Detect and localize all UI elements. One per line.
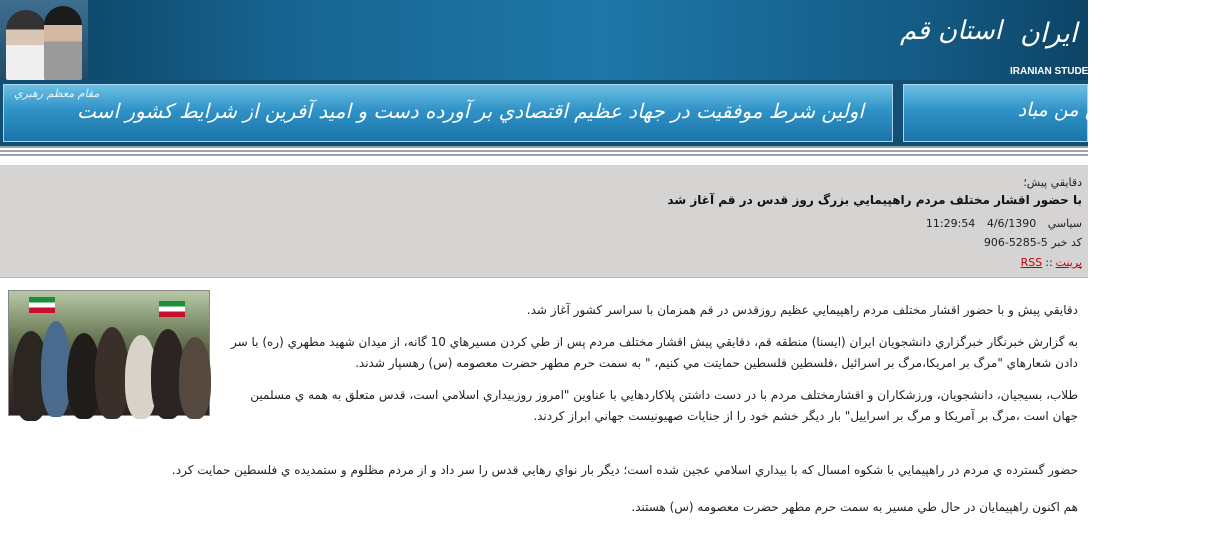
- news-date: 4/6/1390: [986, 217, 1037, 230]
- news-photo[interactable]: [8, 290, 210, 416]
- leaders-portraits: [0, 0, 88, 80]
- site-banner: [0, 0, 1204, 80]
- article-paragraph: هم اكنون راهپيمايان در حال طي مسير به سمت حرم مطهر حضرت معصومه (س) هستند.: [631, 500, 1078, 514]
- rss-link[interactable]: RSS: [1020, 256, 1043, 269]
- news-kicker: دقايقي پيش؛: [1023, 176, 1082, 189]
- article-paragraph: حضور گسترده ي مردم در راهپيمايي با شكوه امسال كه با بيداري اسلامي عجين شده است؛ ديگر بار نواي رهايي قدس را سر داد و از مردم مظلوم و ستمديده ي فلسطين حمايت كرد.: [171, 463, 1078, 477]
- news-meta-box: [0, 165, 1088, 278]
- crowd-figure: [95, 327, 129, 419]
- portrait-image: [6, 10, 46, 80]
- slogan-text: اولين شرط موفقيت در جهاد عظيم اقتصادي بر آورده دست و اميد آفرين از شرايط كشور است: [77, 99, 864, 123]
- portrait-image: [44, 6, 82, 80]
- news-dateline: [918, 217, 1082, 230]
- news-links: [1021, 256, 1082, 269]
- article-paragraph: دقايقي پيش و با حضور اقشار مختلف مردم راهپيمايي عظيم روزقدس در قم همزمان با سراسر كشور آغاز شد.: [526, 303, 1078, 317]
- news-headline: با حضور اقشار مختلف مردم راهپيمايي بزرگ روز قدس در قم آغاز شد: [667, 193, 1082, 207]
- news-code-label: كد خبر: [1051, 236, 1082, 249]
- slogan-banner: [3, 84, 893, 142]
- province-title: استان قم: [900, 16, 1002, 46]
- slogan-row: [0, 80, 1227, 146]
- motto-text: چو ايران نباشد تن من مباد: [1017, 99, 1227, 121]
- flag-image: [159, 301, 185, 317]
- link-separator: ::: [1045, 256, 1053, 269]
- crowd-figure: [179, 337, 211, 419]
- article-body: [230, 300, 1078, 438]
- news-code-line: [984, 236, 1082, 249]
- site-logo-subtitle: IRANIAN STUDENTS: [1010, 66, 1109, 77]
- print-link[interactable]: پرينت: [1055, 256, 1082, 269]
- header-divider: [0, 146, 1088, 156]
- slogan-signature: مقام معظم رهبري: [14, 87, 100, 100]
- flag-image: [29, 297, 55, 313]
- news-time: 11:29:54: [925, 217, 976, 230]
- site-logo-text[interactable]: دانشجويان ايران: [1020, 18, 1204, 49]
- news-category: سياسي: [1047, 217, 1082, 230]
- news-code: 5-5285-906: [983, 236, 1048, 249]
- article-paragraph: طلاب، بسيجيان، دانشجويان، ورزشكاران و اقشارمختلف مردم با در دست داشتن پلاكاردهايي با عناوين "امروز روزبيداري اسلامي است، قدس متعلق به همه ي مسلمين جهان است ،مرگ بر آمريكا و مرگ بر اسراييل" بار ديگر خشم خود را از جنايات صهيونيست جهاني ابراز كردند.: [250, 388, 1078, 423]
- motto-banner: [903, 84, 1227, 142]
- article-paragraph: به گزارش خبرنگار خبرگزاري دانشجويان ايران (ايسنا) منطقه قم، دقايقي پيش اقشار مختلف مردم پس از طي كردن مسيرهاي 10 گانه، از ميدان شهيد مطهري (ره) با سر دادن شعارهاي "مرگ بر امريكا،مرگ بر اسرائيل ،فلسطين فلسطين حمايتت مي كنيم، " به سمت حرم مطهر حضرت معصومه (س) رهسپار شدند.: [231, 335, 1078, 370]
